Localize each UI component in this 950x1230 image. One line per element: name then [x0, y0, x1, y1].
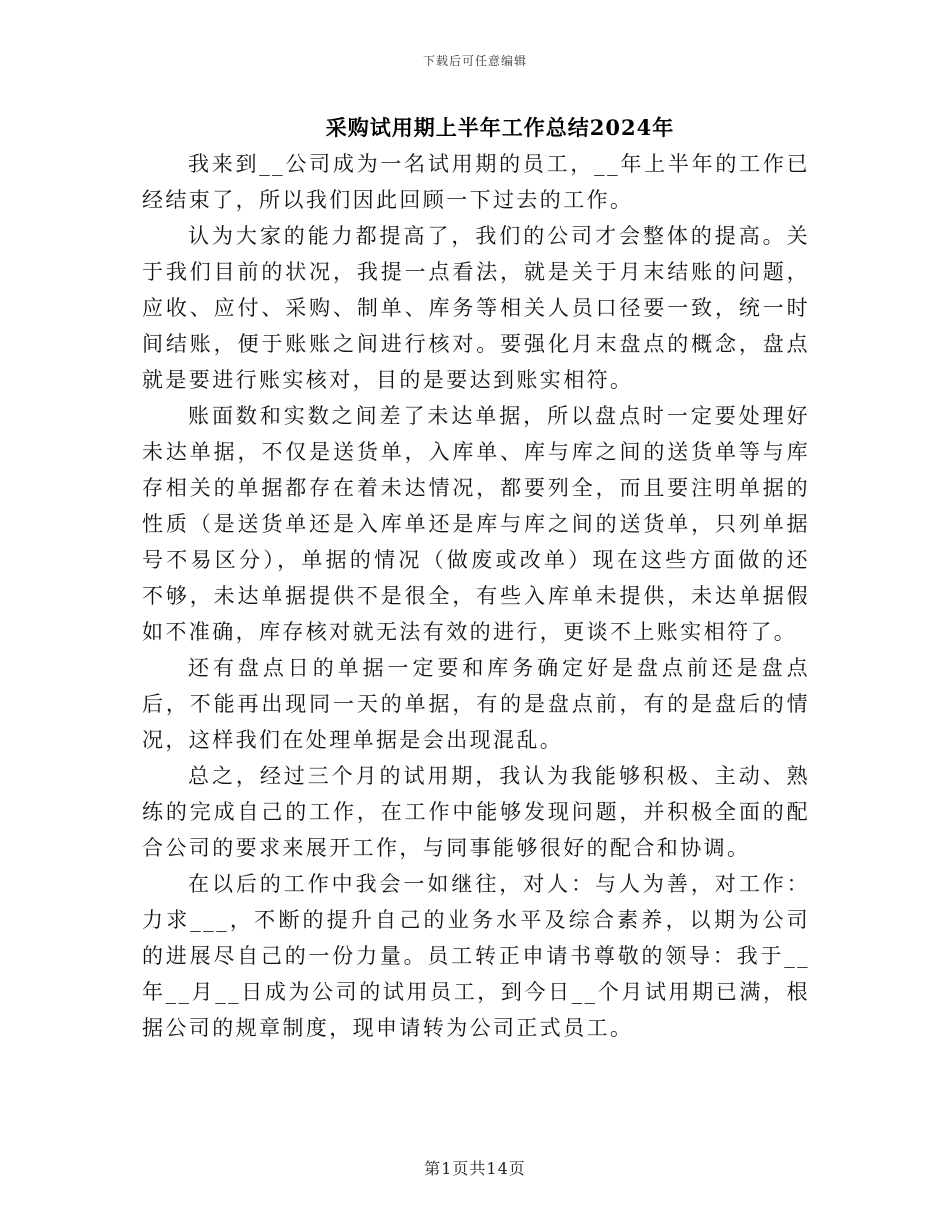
- paragraph-2: 认为大家的能力都提高了，我们的公司才会整体的提高。关于我们目前的状况，我提一点看法，就是关于月末结账的问题，应收、应付、采购、制单、库务等相关人员口径要一致，统一时间结账，便于账账之间进行核对。要强化月末盘点的概念，盘点就是要进行账实核对，目的是要达到账实相符。: [142, 224, 810, 392]
- page-number-footer: 第1页共14页: [424, 1159, 526, 1178]
- header-note: 下载后可任意编辑: [422, 54, 527, 68]
- document-body: [142, 146, 810, 1046]
- document-title: 采购试用期上半年工作总结2024年: [325, 115, 675, 140]
- paragraph-3: 账面数和实数之间差了未达单据，所以盘点时一定要处理好未达单据，不仅是送货单，入库单、库与库之间的送货单等与库存相关的单据都存在着未达情况，都要列全，而且要注明单据的性质（是送货单还是入库单还是库与库之间的送货单，只列单据号不易区分），单据的情况（做废或改单）现在这些方面做的还不够，未达单据提供不是很全，有些入库单未提供，未达单据假如不准确，库存核对就无法有效的进行，更谈不上账实相符了。: [142, 404, 810, 644]
- paragraph-4: 还有盘点日的单据一定要和库务确定好是盘点前还是盘点后，不能再出现同一天的单据，有的是盘点前，有的是盘后的情况，这样我们在处理单据是会出现混乱。: [142, 656, 810, 752]
- paragraph-5: 总之，经过三个月的试用期，我认为我能够积极、主动、熟练的完成自己的工作，在工作中能够发现问题，并积极全面的配合公司的要求来展开工作，与同事能够很好的配合和协调。: [142, 764, 810, 860]
- paragraph-1: 我来到__公司成为一名试用期的员工，__年上半年的工作已经结束了，所以我们因此回顾一下过去的工作。: [142, 152, 810, 212]
- paragraph-6: 在以后的工作中我会一如继往，对人：与人为善，对工作：力求___，不断的提升自己的业务水平及综合素养，以期为公司的进展尽自己的一份力量。员工转正申请书尊敬的领导：我于__年__月__日成为公司的试用员工，到今日__个月试用期已满，根据公司的规章制度，现申请转为公司正式员工。: [142, 872, 810, 1040]
